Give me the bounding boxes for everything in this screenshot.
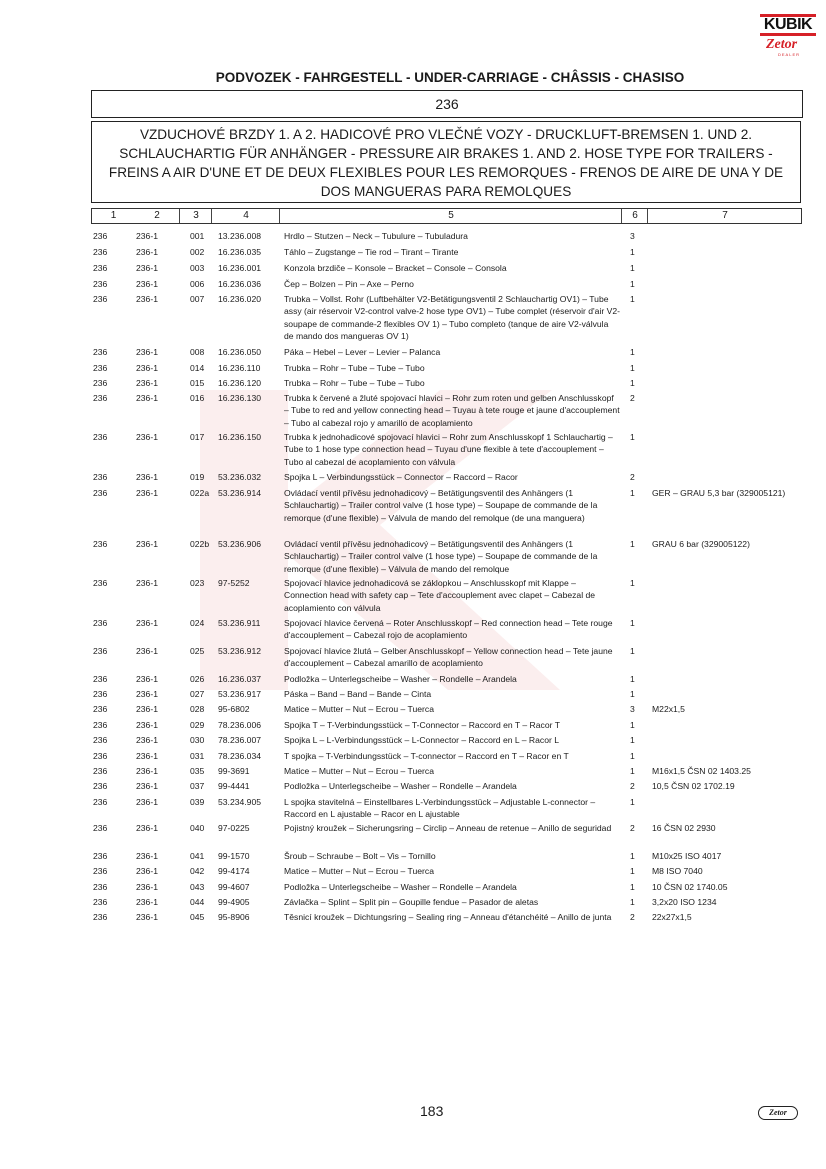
zetor-footer-logo: Zetor — [758, 1106, 798, 1120]
part-number-cell: 97-5252 — [218, 578, 250, 588]
description-cell: Spojovací hlavice žlutá – Gelber Anschlusskopf – Yellow connection head – Tete jaune d'accouplement – Cabezal amarillo de acoplamiento — [284, 646, 613, 669]
description-cell: T spojka – T-Verbindungsstück – T-connector – Raccord en T – Racor en T — [284, 751, 569, 761]
group-cell: 236 — [93, 851, 108, 861]
quantity-cell: 1 — [630, 488, 635, 498]
figure-cell: 236-1 — [136, 363, 158, 373]
position-cell: 023 — [190, 578, 205, 588]
position-cell: 001 — [190, 231, 205, 241]
figure-cell: 236-1 — [136, 882, 158, 892]
description-cell: Spojka L – Verbindungsstück – Connector – Raccord – Racor — [284, 472, 518, 482]
column-header-2: 2 — [154, 210, 160, 221]
quantity-cell: 1 — [630, 897, 635, 907]
group-cell: 236 — [93, 882, 108, 892]
description-cell: Spojka L – L-Verbindungsstück – L-Connector – Raccord en L – Racor L — [284, 735, 559, 745]
position-cell: 026 — [190, 674, 205, 684]
quantity-cell: 1 — [630, 539, 635, 549]
group-cell: 236 — [93, 735, 108, 745]
group-title-line: DOS MANGUERAS PARA REMOLQUES — [320, 184, 572, 199]
group-cell: 236 — [93, 797, 108, 807]
quantity-cell: 2 — [630, 472, 635, 482]
group-cell: 236 — [93, 432, 108, 442]
position-cell: 014 — [190, 363, 205, 373]
part-number-cell: 78.236.034 — [218, 751, 262, 761]
figure-cell: 236-1 — [136, 704, 158, 714]
position-cell: 037 — [190, 781, 205, 791]
position-cell: 027 — [190, 689, 205, 699]
figure-cell: 236-1 — [136, 488, 158, 498]
group-title-line: FREINS A AIR D'UNE ET DE DEUX FLEXIBLES POUR LES REMORQUES - FRENOS DE AIRE DE UNA Y DE — [108, 165, 784, 180]
group-cell: 236 — [93, 393, 108, 403]
quantity-cell: 1 — [630, 851, 635, 861]
quantity-cell: 1 — [630, 866, 635, 876]
group-cell: 236 — [93, 689, 108, 699]
note-cell: GER – GRAU 5,3 bar (329005121) — [652, 488, 786, 498]
quantity-cell: 1 — [630, 751, 635, 761]
group-cell: 236 — [93, 781, 108, 791]
part-number-cell: 16.236.120 — [218, 378, 262, 388]
group-cell: 236 — [93, 363, 108, 373]
column-header-6: 6 — [621, 209, 648, 223]
quantity-cell: 1 — [630, 263, 635, 273]
position-cell: 044 — [190, 897, 205, 907]
quantity-cell: 1 — [630, 646, 635, 656]
position-cell: 030 — [190, 735, 205, 745]
figure-cell: 236-1 — [136, 720, 158, 730]
position-cell: 029 — [190, 720, 205, 730]
section-title: PODVOZEK - FAHRGESTELL - UNDER-CARRIAGE - CHÂSSIS - CHASISO — [215, 70, 685, 85]
part-number-cell: 16.236.001 — [218, 263, 262, 273]
description-cell: Trubka – Rohr – Tube – Tube – Tubo — [284, 363, 425, 373]
quantity-cell: 2 — [630, 393, 635, 403]
position-cell: 045 — [190, 912, 205, 922]
position-cell: 003 — [190, 263, 205, 273]
part-number-cell: 53.234.905 — [218, 797, 262, 807]
part-number-cell: 16.236.150 — [218, 432, 262, 442]
note-cell: M16x1,5 ČSN 02 1403.25 — [652, 766, 751, 776]
position-cell: 002 — [190, 247, 205, 257]
zetor-logo-text: Zetor — [766, 37, 798, 52]
quantity-cell: 1 — [630, 735, 635, 745]
description-cell: Ovládací ventil přívěsu jednohadicový – Betätigungsventil des Anhängers (1 Schlauchartig) – Trailer control valve (1 hose type) – Soupape de commande de la remorque (d'une flexible) – Válvula de mando del remolque (de una manguera) — [284, 488, 598, 523]
note-cell: M10x25 ISO 4017 — [652, 851, 722, 861]
figure-cell: 236-1 — [136, 472, 158, 482]
group-title — [91, 121, 801, 203]
note-cell: M8 ISO 7040 — [652, 866, 703, 876]
position-cell: 006 — [190, 279, 205, 289]
description-cell: Trubka k jednohadicové spojovací hlavici – Rohr zum Anschlusskopf 1 Schlauchartig – Tube to 1 hose type connection head – Tuyau d'une flexible à tete d'accouplement – Tubo al cabezal de acoplamiento con válvula — [284, 432, 613, 467]
part-number-cell: 16.236.036 — [218, 279, 262, 289]
part-number-cell: 53.236.032 — [218, 472, 262, 482]
part-number-cell: 99-4174 — [218, 866, 250, 876]
kubik-zetor-logo — [760, 14, 816, 58]
page-number: 183 — [420, 1103, 444, 1119]
description-cell: Podložka – Unterlegscheibe – Washer – Rondelle – Arandela — [284, 781, 517, 791]
description-cell: Těsnicí kroužek – Dichtungsring – Sealing ring – Anneau d'étanchéité – Anillo de junta — [284, 912, 612, 922]
group-cell: 236 — [93, 912, 108, 922]
group-cell: 236 — [93, 578, 108, 588]
kubik-logo — [760, 14, 816, 36]
figure-cell: 236-1 — [136, 263, 158, 273]
table-column-header — [91, 208, 802, 224]
column-header-4: 4 — [211, 209, 280, 223]
group-title-line: VZDUCHOVÉ BRZDY 1. A 2. HADICOVÉ PRO VLEČNÉ VOZY - DRUCKLUFT-BREMSEN 1. UND 2. — [139, 127, 753, 142]
part-number-cell: 16.236.037 — [218, 674, 262, 684]
note-cell: 10 ČSN 02 1740.05 — [652, 882, 728, 892]
position-cell: 025 — [190, 646, 205, 656]
group-cell: 236 — [93, 674, 108, 684]
part-number-cell: 16.236.035 — [218, 247, 262, 257]
note-cell: M22x1,5 — [652, 704, 685, 714]
quantity-cell: 2 — [630, 781, 635, 791]
column-header-7: 7 — [647, 209, 802, 223]
quantity-cell: 1 — [630, 363, 635, 373]
group-cell: 236 — [93, 378, 108, 388]
column-header-1: 1 — [110, 210, 117, 221]
description-cell: Ovládací ventil přívěsu jednohadicový – Betätigungsventil des Anhängers (1 Schlauchartig) – Trailer control valve (1 hose type) – Soupape de commande de la remorque (d'une flexible) – Válvula de mando del remolque — [284, 539, 598, 574]
column-header-3: 3 — [179, 209, 212, 223]
figure-cell: 236-1 — [136, 539, 158, 549]
part-number-cell: 16.236.050 — [218, 347, 262, 357]
figure-cell: 236-1 — [136, 247, 158, 257]
part-number-cell: 99-4441 — [218, 781, 250, 791]
position-cell: 043 — [190, 882, 205, 892]
part-number-cell: 78.236.006 — [218, 720, 262, 730]
part-number-cell: 95-8906 — [218, 912, 250, 922]
position-cell: 015 — [190, 378, 205, 388]
part-number-cell: 16.236.020 — [218, 294, 262, 304]
position-cell: 024 — [190, 618, 205, 628]
quantity-cell: 1 — [630, 279, 635, 289]
group-cell: 236 — [93, 866, 108, 876]
figure-cell: 236-1 — [136, 618, 158, 628]
position-cell: 007 — [190, 294, 205, 304]
part-number-cell: 78.236.007 — [218, 735, 262, 745]
position-cell: 016 — [190, 393, 205, 403]
note-cell: 22x27x1,5 — [652, 912, 692, 922]
part-number-cell: 95-6802 — [218, 704, 250, 714]
quantity-cell: 3 — [630, 231, 635, 241]
figure-cell: 236-1 — [136, 766, 158, 776]
description-cell: Závlačka – Splint – Split pin – Goupille fendue – Pasador de aletas — [284, 897, 539, 907]
group-title-line: SCHLAUCHARTIG FÜR ANHÄNGER - PRESSURE AIR BRAKES 1. AND 2. HOSE TYPE FOR TRAILERS - — [119, 146, 773, 161]
part-number-cell: 13.236.008 — [218, 231, 262, 241]
figure-cell: 236-1 — [136, 294, 158, 304]
figure-cell: 236-1 — [136, 897, 158, 907]
quantity-cell: 1 — [630, 689, 635, 699]
quantity-cell: 1 — [630, 882, 635, 892]
figure-cell: 236-1 — [136, 823, 158, 833]
description-cell: Trubka – Rohr – Tube – Tube – Tubo — [284, 378, 425, 388]
description-cell: Matice – Mutter – Nut – Ecrou – Tuerca — [284, 766, 434, 776]
note-cell: GRAU 6 bar (329005122) — [652, 539, 750, 549]
position-cell: 028 — [190, 704, 205, 714]
figure-cell: 236-1 — [136, 797, 158, 807]
group-cell: 236 — [93, 472, 108, 482]
quantity-cell: 1 — [630, 674, 635, 684]
position-cell: 041 — [190, 851, 205, 861]
figure-cell: 236-1 — [136, 378, 158, 388]
quantity-cell: 1 — [630, 347, 635, 357]
quantity-cell: 1 — [630, 766, 635, 776]
position-cell: 040 — [190, 823, 205, 833]
figure-cell: 236-1 — [136, 674, 158, 684]
group-cell: 236 — [93, 751, 108, 761]
figure-cell: 236-1 — [136, 231, 158, 241]
part-number-cell: 99-1570 — [218, 851, 250, 861]
group-cell: 236 — [93, 247, 108, 257]
part-number-cell: 53.236.917 — [218, 689, 262, 699]
figure-cell: 236-1 — [136, 432, 158, 442]
note-cell: 10,5 ČSN 02 1702.19 — [652, 781, 735, 791]
description-cell: Matice – Mutter – Nut – Ecrou – Tuerca — [284, 704, 434, 714]
quantity-cell: 1 — [630, 578, 635, 588]
part-number-cell: 97-0225 — [218, 823, 250, 833]
note-cell: 3,2x20 ISO 1234 — [652, 897, 717, 907]
part-number-cell: 99-4905 — [218, 897, 250, 907]
part-number-cell: 16.236.110 — [218, 363, 261, 373]
description-cell: Páka – Hebel – Lever – Levier – Palanca — [284, 347, 441, 357]
position-cell: 039 — [190, 797, 205, 807]
position-cell: 019 — [190, 472, 205, 482]
group-cell: 236 — [93, 347, 108, 357]
group-cell: 236 — [93, 704, 108, 714]
description-cell: Pojistný kroužek – Sicherungsring – Circlip – Anneau de retenue – Anillo de seguridad — [284, 823, 612, 833]
position-cell: 042 — [190, 866, 205, 876]
position-cell: 008 — [190, 347, 205, 357]
description-cell: Konzola brzdiče – Konsole – Bracket – Console – Consola — [284, 263, 507, 273]
figure-cell: 236-1 — [136, 578, 158, 588]
group-cell: 236 — [93, 294, 108, 304]
description-cell: Trubka k červené a žluté spojovací hlavici – Rohr zum roten und gelben Anschlusskopf – Tube to red and yellow connecting head – Tuyau à tete rouge et jaune d'accouplement – Tubo al cabezal rojo y amarillo de acoplamiento — [284, 393, 620, 428]
quantity-cell: 1 — [630, 294, 635, 304]
group-cell: 236 — [93, 646, 108, 656]
description-cell: Podložka – Unterlegscheibe – Washer – Rondelle – Arandela — [284, 674, 517, 684]
group-cell: 236 — [93, 897, 108, 907]
description-cell: Spojovací hlavice červená – Roter Anschlusskopf – Red connection head – Tete rouge d'accouplement – Cabezal rojo de acoplamiento — [284, 618, 613, 641]
column-header-5: 5 — [279, 209, 622, 223]
figure-cell: 236-1 — [136, 866, 158, 876]
figure-cell: 236-1 — [136, 781, 158, 791]
figure-cell: 236-1 — [136, 751, 158, 761]
quantity-cell: 1 — [630, 797, 635, 807]
logo-bar-bottom — [760, 33, 816, 36]
quantity-cell: 2 — [630, 823, 635, 833]
description-cell: Šroub – Schraube – Bolt – Vis – Tornillo — [284, 851, 436, 861]
quantity-cell: 1 — [630, 432, 635, 442]
position-cell: 017 — [190, 432, 205, 442]
position-cell: 031 — [190, 751, 205, 761]
figure-cell: 236-1 — [136, 393, 158, 403]
group-cell: 236 — [93, 279, 108, 289]
description-cell: Hrdlo – Stutzen – Neck – Tubulure – Tubuladura — [284, 231, 468, 241]
description-cell: Trubka – Vollst. Rohr (Luftbehälter V2-Betätigungsventil 2 Schlauchartig OV1) – Tube assy (air réservoir V2-control valve-2 hose type OV1) – Tube complet (réservoir d'air V2-soupape de commande-2 flexibles OV 1) – Tubo completo (tanque de aire V2-válvula de mando dos mangueras OV 1) — [284, 294, 620, 342]
quantity-cell: 1 — [630, 618, 635, 628]
figure-cell: 236-1 — [136, 646, 158, 656]
figure-cell: 236-1 — [136, 689, 158, 699]
group-cell: 236 — [93, 823, 108, 833]
quantity-cell: 1 — [630, 378, 635, 388]
group-cell: 236 — [93, 766, 108, 776]
note-cell: 16 ČSN 02 2930 — [652, 823, 716, 833]
quantity-cell: 1 — [630, 720, 635, 730]
description-cell: L spojka stavitelná – Einstellbares L-Verbindungsstück – Adjustable L-connector – Raccord en L ajustable – Racor en L ajustable — [284, 797, 596, 820]
description-cell: Matice – Mutter – Nut – Ecrou – Tuerca — [284, 866, 434, 876]
description-cell: Čep – Bolzen – Pin – Axe – Perno — [284, 279, 414, 289]
figure-cell: 236-1 — [136, 735, 158, 745]
description-cell: Spojka T – T-Verbindungsstück – T-Connector – Raccord en T – Racor T — [284, 720, 560, 730]
description-cell: Spojovací hlavice jednohadicová se záklopkou – Anschlusskopf mit Klappe – Connection head with safety cap – Tete d'accouplement avec clapet – Cabezal de acoplamiento con válvula — [284, 578, 596, 613]
group-cell: 236 — [93, 263, 108, 273]
group-cell: 236 — [93, 539, 108, 549]
part-number-cell: 16.236.130 — [218, 393, 262, 403]
part-number-cell: 53.236.911 — [218, 618, 261, 628]
figure-cell: 236-1 — [136, 347, 158, 357]
part-number-cell: 99-3691 — [218, 766, 250, 776]
group-cell: 236 — [93, 618, 108, 628]
group-cell: 236 — [93, 488, 108, 498]
position-cell: 022b — [190, 539, 210, 549]
group-cell: 236 — [93, 231, 108, 241]
kubik-logo-text: KUBIK — [763, 16, 813, 33]
part-number-cell: 99-4607 — [218, 882, 250, 892]
part-number-cell: 53.236.914 — [218, 488, 262, 498]
position-cell: 022a — [190, 488, 210, 498]
group-cell: 236 — [93, 720, 108, 730]
part-number-cell: 53.236.912 — [218, 646, 262, 656]
group-number: 236 — [91, 90, 803, 118]
description-cell: Páska – Band – Band – Bande – Cinta — [284, 689, 432, 699]
figure-cell: 236-1 — [136, 851, 158, 861]
dealer-label: DEALER — [778, 52, 801, 57]
quantity-cell: 2 — [630, 912, 635, 922]
figure-cell: 236-1 — [136, 912, 158, 922]
quantity-cell: 3 — [630, 704, 635, 714]
part-number-cell: 53.236.906 — [218, 539, 262, 549]
description-cell: Podložka – Unterlegscheibe – Washer – Rondelle – Arandela — [284, 882, 517, 892]
position-cell: 035 — [190, 766, 205, 776]
description-cell: Táhlo – Zugstange – Tie rod – Tirant – Tirante — [284, 247, 459, 257]
quantity-cell: 1 — [630, 247, 635, 257]
figure-cell: 236-1 — [136, 279, 158, 289]
